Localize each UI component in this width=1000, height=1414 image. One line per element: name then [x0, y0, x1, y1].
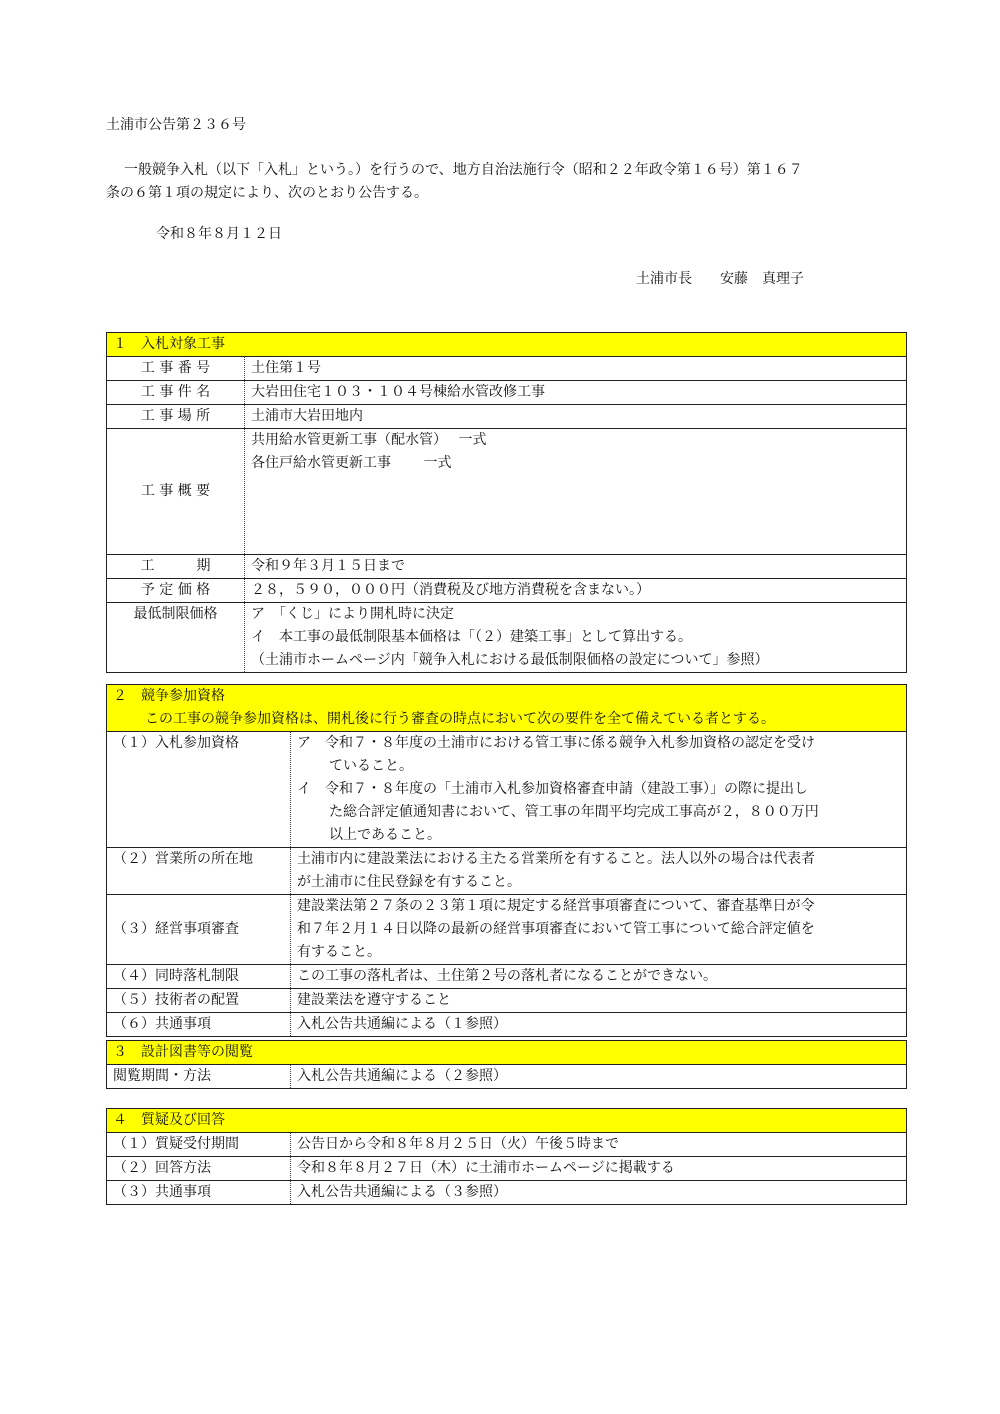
text-line: た総合評定値通知書において、管工事の年間平均完成工事高が２，８００万円 — [329, 804, 819, 820]
signer: 土浦市長 安藤 真理子 — [636, 271, 804, 287]
overview-value — [245, 429, 907, 555]
text-line: 土浦市内に建設業法における主たる営業所を有すること。法人以外の場合は代表者 — [297, 851, 815, 867]
row-label: 工 事 件 名 — [107, 381, 245, 405]
office-location-value — [291, 848, 907, 895]
engineer-value: 建設業法を遵守すること — [291, 989, 907, 1013]
question-period-value: 公告日から令和８年８月２５日（火）午後５時まで — [291, 1133, 907, 1157]
overview-line: 共用給水管更新工事（配水管） 一式 — [251, 432, 487, 448]
section2-subtitle: この工事の競争参加資格は、開札後に行う審査の時点において次の要件を全て備えている者とする。 — [145, 711, 775, 727]
qualification-value — [291, 732, 907, 848]
notice-number: 土浦市公告第２３６号 — [106, 117, 246, 133]
text-line: ていること。 — [329, 758, 413, 774]
common-items-value: 入札公告共通編による（３参照） — [291, 1181, 907, 1205]
intro-line-1: 一般競争入札（以下「入札」という。）を行うので、地方自治法施行令（昭和２２年政令第１６号）第１６７ — [124, 162, 803, 178]
section4-title: ４ 質疑及び回答 — [107, 1109, 907, 1133]
text-line: ア 令和７・８年度の土浦市における管工事に係る競争入札参加資格の認定を受け — [297, 735, 815, 751]
row-value: 土浦市大岩田地内 — [245, 405, 907, 429]
period-value: 令和９年３月１５日まで — [245, 555, 907, 579]
office-location-label: （２）営業所の所在地 — [107, 848, 291, 895]
section1-table — [106, 332, 907, 673]
row-value: 土住第１号 — [245, 357, 907, 381]
notice-date: 令和８年８月１２日 — [156, 226, 282, 242]
section3-table — [106, 1040, 907, 1089]
engineer-label: （５）技術者の配置 — [107, 989, 291, 1013]
text-line: 和７年２月１４日以降の最新の経営事項審査において管工事について総合評定値を — [297, 921, 815, 937]
min-price-line: ア 「くじ」により開札時に決定 — [251, 606, 454, 622]
row-label: 工 事 番 号 — [107, 357, 245, 381]
price-label: 予 定 価 格 — [107, 579, 245, 603]
section3-title: ３ 設計図書等の閲覧 — [107, 1041, 907, 1065]
overview-label: 工 事 概 要 — [107, 429, 245, 555]
common-items-value: 入札公告共通編による（１参照） — [291, 1013, 907, 1037]
simultaneous-award-value: この工事の落札者は、土住第２号の落札者になることができない。 — [291, 965, 907, 989]
row-label: 工 事 場 所 — [107, 405, 245, 429]
viewing-label: 閲覧期間・方法 — [107, 1065, 291, 1089]
period-label: 工 期 — [107, 555, 245, 579]
section2-table — [106, 684, 907, 1037]
row-value: 大岩田住宅１０３・１０４号棟給水管改修工事 — [245, 381, 907, 405]
min-price-line: イ 本工事の最低制限基本価格は「（２）建築工事」として算出する。 — [251, 629, 692, 645]
answer-method-label: （２）回答方法 — [107, 1157, 291, 1181]
text-line: が土浦市に住民登録を有すること。 — [297, 874, 521, 890]
overview-line: 各住戸給水管更新工事 一式 — [251, 455, 452, 471]
price-value: ２８，５９０，０００円（消費税及び地方消費税を含まない。） — [245, 579, 907, 603]
management-review-label: （３）経営事項審査 — [107, 895, 291, 965]
min-price-line: （土浦市ホームページ内「競争入札における最低制限価格の設定について」参照） — [251, 652, 769, 668]
common-items-label: （３）共通事項 — [107, 1181, 291, 1205]
min-price-value — [245, 603, 907, 673]
section4-table — [106, 1108, 907, 1205]
text-line: 建設業法第２７条の２３第１項に規定する経営事項審査について、審査基準日が令 — [297, 898, 815, 914]
simultaneous-award-label: （４）同時落札制限 — [107, 965, 291, 989]
intro-line-2: 条の６第１項の規定により、次のとおり公告する。 — [106, 185, 428, 201]
question-period-label: （１）質疑受付期間 — [107, 1133, 291, 1157]
section2-heading: ２ 競争参加資格 — [113, 688, 225, 704]
text-line: 以上であること。 — [329, 827, 441, 843]
section2-title — [107, 685, 907, 732]
answer-method-value: 令和８年８月２７日（木）に土浦市ホームページに掲載する — [291, 1157, 907, 1181]
text-line: 有すること。 — [297, 944, 381, 960]
common-items-label: （６）共通事項 — [107, 1013, 291, 1037]
section1-title: １ 入札対象工事 — [107, 333, 907, 357]
text-line: イ 令和７・８年度の「土浦市入札参加資格審査申請（建設工事）」の際に提出し — [297, 781, 808, 797]
qualification-label: （１）入札参加資格 — [107, 732, 291, 848]
viewing-value: 入札公告共通編による（２参照） — [291, 1065, 907, 1089]
management-review-value — [291, 895, 907, 965]
min-price-label: 最低制限価格 — [107, 603, 245, 673]
